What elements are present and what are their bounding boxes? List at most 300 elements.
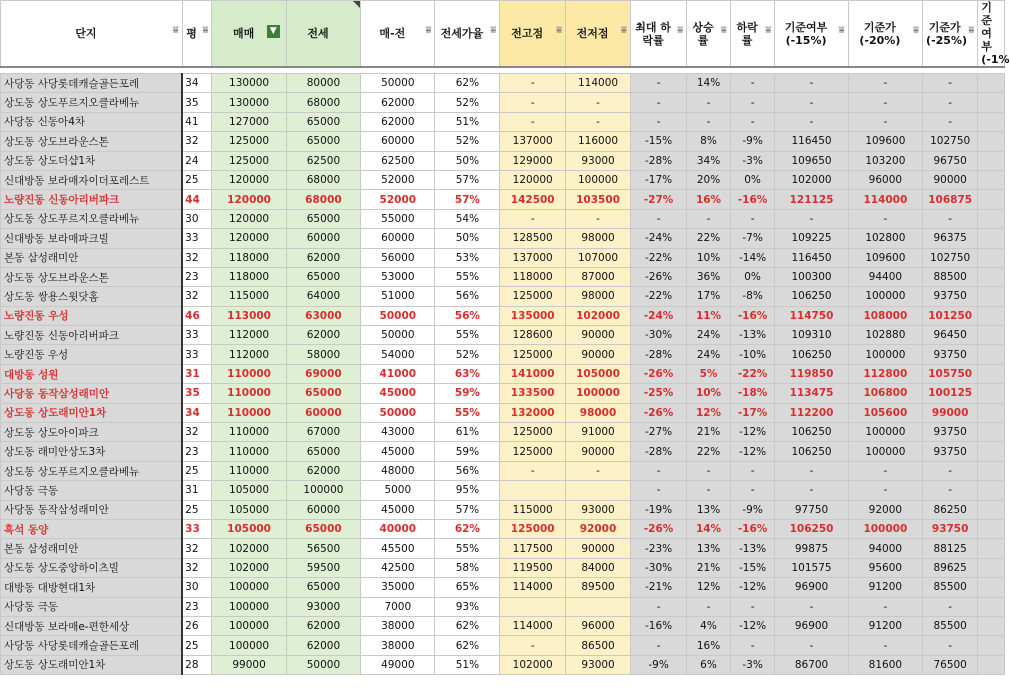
cell-jeonse[interactable]: 65000 — [286, 442, 360, 461]
cell-sale[interactable]: 118000 — [212, 248, 286, 267]
cell-high[interactable]: 137000 — [500, 248, 566, 267]
cell-extra[interactable] — [978, 519, 1005, 538]
cell-b15[interactable]: - — [775, 209, 848, 228]
cell-size[interactable]: 46 — [182, 306, 212, 325]
cell-low[interactable]: 98000 — [566, 287, 631, 306]
filter-icon[interactable]: ⩸ — [838, 25, 845, 36]
cell-name[interactable]: 상도동 상도푸르지오클라베뉴 — [1, 461, 183, 480]
cell-b20[interactable]: 100000 — [848, 442, 922, 461]
cell-diff[interactable]: 56000 — [361, 248, 435, 267]
cell-b20[interactable]: 100000 — [848, 423, 922, 442]
cell-ratio[interactable]: 95% — [435, 481, 500, 500]
cell-up[interactable]: 21% — [687, 423, 731, 442]
cell-up[interactable]: - — [687, 209, 731, 228]
cell-ratio[interactable]: 58% — [435, 558, 500, 577]
cell-up[interactable]: - — [687, 481, 731, 500]
cell-b25[interactable]: 88500 — [923, 267, 978, 286]
cell-high[interactable] — [500, 481, 566, 500]
cell-ratio[interactable]: 52% — [435, 132, 500, 151]
cell-name[interactable]: 신대방동 보라매e-편한세상 — [1, 616, 183, 635]
filter-icon[interactable]: ⩸ — [620, 25, 627, 36]
cell-sale[interactable]: 110000 — [212, 364, 286, 383]
cell-b20[interactable]: - — [848, 112, 922, 131]
cell-up[interactable]: 12% — [687, 403, 731, 422]
cell-extra[interactable] — [978, 170, 1005, 189]
cell-high[interactable]: 142500 — [500, 190, 566, 209]
cell-high[interactable]: 128500 — [500, 229, 566, 248]
cell-down[interactable]: 0% — [730, 170, 775, 189]
table-row[interactable] — [1, 481, 1005, 500]
cell-b25[interactable]: 101250 — [923, 306, 978, 325]
cell-ratio[interactable]: 53% — [435, 248, 500, 267]
cell-b20[interactable]: 106800 — [848, 384, 922, 403]
cell-down[interactable]: -12% — [730, 442, 775, 461]
cell-jeonse[interactable]: 62000 — [286, 248, 360, 267]
cell-diff[interactable]: 5000 — [361, 481, 435, 500]
cell-ratio[interactable]: 55% — [435, 403, 500, 422]
cell-low[interactable]: 91000 — [566, 423, 631, 442]
cell-name[interactable]: 신대방동 보라매파크빌 — [1, 229, 183, 248]
cell-maxdrop[interactable]: -19% — [630, 500, 686, 519]
cell-low[interactable]: 102000 — [566, 306, 631, 325]
cell-b20[interactable]: - — [848, 93, 922, 112]
cell-ratio[interactable]: 61% — [435, 423, 500, 442]
cell-high[interactable]: 137000 — [500, 132, 566, 151]
cell-b20[interactable]: 94000 — [848, 539, 922, 558]
cell-jeonse[interactable]: 69000 — [286, 364, 360, 383]
cell-jeonse[interactable]: 62500 — [286, 151, 360, 170]
cell-ratio[interactable]: 51% — [435, 655, 500, 674]
cell-sale[interactable]: 100000 — [212, 616, 286, 635]
cell-size[interactable]: 28 — [182, 655, 212, 674]
cell-high[interactable]: 125000 — [500, 519, 566, 538]
cell-down[interactable]: -8% — [730, 287, 775, 306]
table-row[interactable] — [1, 558, 1005, 577]
cell-name[interactable]: 사당동 동작삼성래미안 — [1, 384, 183, 403]
cell-up[interactable]: - — [687, 461, 731, 480]
cell-sale[interactable]: 118000 — [212, 267, 286, 286]
table-row[interactable] — [1, 306, 1005, 325]
cell-size[interactable]: 34 — [182, 403, 212, 422]
cell-size[interactable]: 25 — [182, 636, 212, 655]
cell-sale[interactable]: 105000 — [212, 481, 286, 500]
cell-diff[interactable]: 54000 — [361, 345, 435, 364]
cell-maxdrop[interactable]: -22% — [630, 248, 686, 267]
cell-sale[interactable]: 112000 — [212, 326, 286, 345]
cell-high[interactable]: - — [500, 74, 566, 93]
header-diff[interactable]: 매-전 ⩸ — [361, 1, 435, 68]
cell-name[interactable]: 상도동 상도푸르지오클라베뉴 — [1, 93, 183, 112]
cell-b25[interactable]: 93750 — [923, 287, 978, 306]
cell-size[interactable]: 23 — [182, 597, 212, 616]
cell-b20[interactable]: - — [848, 209, 922, 228]
cell-maxdrop[interactable]: - — [630, 74, 686, 93]
cell-b25[interactable]: - — [923, 636, 978, 655]
cell-jeonse[interactable]: 63000 — [286, 306, 360, 325]
cell-maxdrop[interactable]: -25% — [630, 384, 686, 403]
cell-jeonse[interactable]: 65000 — [286, 132, 360, 151]
cell-high[interactable]: 133500 — [500, 384, 566, 403]
cell-size[interactable]: 25 — [182, 170, 212, 189]
cell-extra[interactable] — [978, 442, 1005, 461]
cell-size[interactable]: 26 — [182, 616, 212, 635]
cell-b20[interactable]: - — [848, 597, 922, 616]
cell-ratio[interactable]: 93% — [435, 597, 500, 616]
cell-b20[interactable]: 81600 — [848, 655, 922, 674]
cell-maxdrop[interactable]: - — [630, 636, 686, 655]
table-row[interactable] — [1, 326, 1005, 345]
cell-b15[interactable]: 116450 — [775, 248, 848, 267]
cell-maxdrop[interactable]: -26% — [630, 364, 686, 383]
cell-high[interactable]: 129000 — [500, 151, 566, 170]
cell-down[interactable]: - — [730, 74, 775, 93]
cell-b20[interactable]: 109600 — [848, 248, 922, 267]
cell-size[interactable]: 33 — [182, 326, 212, 345]
cell-low[interactable]: 96000 — [566, 616, 631, 635]
cell-extra[interactable] — [978, 403, 1005, 422]
cell-diff[interactable]: 60000 — [361, 132, 435, 151]
cell-diff[interactable]: 42500 — [361, 558, 435, 577]
cell-jeonse[interactable]: 60000 — [286, 229, 360, 248]
cell-low[interactable]: 100000 — [566, 170, 631, 189]
cell-b25[interactable]: - — [923, 461, 978, 480]
cell-ratio[interactable]: 62% — [435, 519, 500, 538]
cell-sale[interactable]: 100000 — [212, 578, 286, 597]
cell-ratio[interactable]: 59% — [435, 384, 500, 403]
cell-b25[interactable]: 102750 — [923, 132, 978, 151]
table-row[interactable] — [1, 190, 1005, 209]
cell-ratio[interactable]: 62% — [435, 74, 500, 93]
cell-name[interactable]: 상도동 상도브라운스톤 — [1, 267, 183, 286]
filter-icon[interactable]: ⩸ — [490, 25, 497, 36]
cell-extra[interactable] — [978, 306, 1005, 325]
header-sale[interactable]: 매매 ▼ — [212, 1, 286, 68]
cell-up[interactable]: - — [687, 597, 731, 616]
cell-jeonse[interactable]: 65000 — [286, 267, 360, 286]
cell-b25[interactable]: 100125 — [923, 384, 978, 403]
cell-up[interactable]: 14% — [687, 519, 731, 538]
cell-jeonse[interactable]: 50000 — [286, 655, 360, 674]
cell-size[interactable]: 25 — [182, 461, 212, 480]
cell-low[interactable]: 93000 — [566, 655, 631, 674]
cell-up[interactable]: 13% — [687, 500, 731, 519]
cell-name[interactable]: 노량진동 우성 — [1, 345, 183, 364]
cell-b25[interactable]: 102750 — [923, 248, 978, 267]
cell-maxdrop[interactable]: -28% — [630, 345, 686, 364]
cell-b15[interactable]: - — [775, 461, 848, 480]
cell-up[interactable]: 20% — [687, 170, 731, 189]
table-row[interactable] — [1, 112, 1005, 131]
cell-up[interactable]: 24% — [687, 326, 731, 345]
cell-low[interactable]: 86500 — [566, 636, 631, 655]
cell-ratio[interactable]: 57% — [435, 500, 500, 519]
cell-maxdrop[interactable]: -27% — [630, 190, 686, 209]
cell-jeonse[interactable]: 67000 — [286, 423, 360, 442]
cell-sale[interactable]: 130000 — [212, 93, 286, 112]
cell-up[interactable]: - — [687, 112, 731, 131]
cell-high[interactable]: 125000 — [500, 287, 566, 306]
cell-name[interactable]: 상도동 상도중앙하이츠빌 — [1, 558, 183, 577]
cell-high[interactable]: - — [500, 112, 566, 131]
cell-sale[interactable]: 120000 — [212, 209, 286, 228]
cell-up[interactable]: 14% — [687, 74, 731, 93]
cell-size[interactable]: 25 — [182, 500, 212, 519]
cell-jeonse[interactable]: 65000 — [286, 578, 360, 597]
cell-low[interactable]: 114000 — [566, 74, 631, 93]
filter-icon[interactable]: ⩸ — [968, 25, 975, 36]
cell-sale[interactable]: 99000 — [212, 655, 286, 674]
cell-b25[interactable]: 85500 — [923, 578, 978, 597]
cell-ratio[interactable]: 55% — [435, 539, 500, 558]
cell-size[interactable]: 31 — [182, 364, 212, 383]
cell-size[interactable]: 32 — [182, 132, 212, 151]
cell-b20[interactable]: 112800 — [848, 364, 922, 383]
cell-up[interactable]: 12% — [687, 578, 731, 597]
cell-down[interactable]: - — [730, 209, 775, 228]
cell-b25[interactable]: - — [923, 481, 978, 500]
cell-maxdrop[interactable]: -16% — [630, 616, 686, 635]
cell-b25[interactable]: 90000 — [923, 170, 978, 189]
table-row[interactable] — [1, 267, 1005, 286]
cell-maxdrop[interactable]: -28% — [630, 151, 686, 170]
cell-maxdrop[interactable]: -28% — [630, 442, 686, 461]
cell-up[interactable]: 8% — [687, 132, 731, 151]
cell-b25[interactable]: - — [923, 597, 978, 616]
cell-ratio[interactable]: 62% — [435, 636, 500, 655]
cell-size[interactable]: 32 — [182, 558, 212, 577]
cell-ratio[interactable]: 63% — [435, 364, 500, 383]
cell-maxdrop[interactable]: -17% — [630, 170, 686, 189]
cell-extra[interactable] — [978, 345, 1005, 364]
cell-b15[interactable]: 106250 — [775, 442, 848, 461]
cell-ratio[interactable]: 62% — [435, 616, 500, 635]
table-row[interactable] — [1, 74, 1005, 93]
cell-low[interactable]: 105000 — [566, 364, 631, 383]
cell-maxdrop[interactable]: - — [630, 597, 686, 616]
cell-ratio[interactable]: 59% — [435, 442, 500, 461]
cell-sale[interactable]: 105000 — [212, 500, 286, 519]
cell-b25[interactable]: 99000 — [923, 403, 978, 422]
cell-diff[interactable]: 52000 — [361, 170, 435, 189]
cell-b15[interactable]: 100300 — [775, 267, 848, 286]
cell-jeonse[interactable]: 62000 — [286, 326, 360, 345]
cell-size[interactable]: 32 — [182, 248, 212, 267]
header-jeonse[interactable]: 전세 — [286, 1, 360, 68]
cell-ratio[interactable]: 50% — [435, 151, 500, 170]
cell-low[interactable]: 90000 — [566, 345, 631, 364]
cell-extra[interactable] — [978, 578, 1005, 597]
header-b-extra[interactable]: 기준여부 (-1% — [978, 1, 1005, 68]
cell-sale[interactable]: 127000 — [212, 112, 286, 131]
table-row[interactable] — [1, 461, 1005, 480]
cell-sale[interactable]: 102000 — [212, 558, 286, 577]
active-filter-icon[interactable]: ▼ — [267, 25, 280, 38]
cell-up[interactable]: 34% — [687, 151, 731, 170]
cell-b20[interactable]: 91200 — [848, 578, 922, 597]
cell-up[interactable]: 10% — [687, 384, 731, 403]
cell-maxdrop[interactable]: -24% — [630, 306, 686, 325]
cell-diff[interactable]: 45500 — [361, 539, 435, 558]
cell-b15[interactable]: 86700 — [775, 655, 848, 674]
cell-b20[interactable]: 95600 — [848, 558, 922, 577]
cell-b15[interactable]: 101575 — [775, 558, 848, 577]
filter-icon[interactable]: ⩸ — [425, 25, 432, 36]
table-row[interactable] — [1, 345, 1005, 364]
table-row[interactable] — [1, 616, 1005, 635]
cell-down[interactable]: -16% — [730, 190, 775, 209]
cell-low[interactable]: 116000 — [566, 132, 631, 151]
cell-low[interactable]: 100000 — [566, 384, 631, 403]
cell-maxdrop[interactable]: -22% — [630, 287, 686, 306]
cell-sale[interactable]: 110000 — [212, 384, 286, 403]
cell-b25[interactable]: - — [923, 112, 978, 131]
cell-diff[interactable]: 50000 — [361, 306, 435, 325]
cell-low[interactable]: 107000 — [566, 248, 631, 267]
cell-b15[interactable]: 96900 — [775, 616, 848, 635]
cell-diff[interactable]: 51000 — [361, 287, 435, 306]
cell-jeonse[interactable]: 62000 — [286, 461, 360, 480]
cell-extra[interactable] — [978, 481, 1005, 500]
cell-b25[interactable]: 93750 — [923, 423, 978, 442]
cell-size[interactable]: 41 — [182, 112, 212, 131]
cell-down[interactable]: -13% — [730, 326, 775, 345]
cell-jeonse[interactable]: 68000 — [286, 93, 360, 112]
cell-high[interactable]: 115000 — [500, 500, 566, 519]
table-row[interactable] — [1, 151, 1005, 170]
header-ratio[interactable]: 전세가율 ⩸ — [435, 1, 500, 68]
cell-b15[interactable]: 102000 — [775, 170, 848, 189]
cell-size[interactable]: 32 — [182, 287, 212, 306]
cell-size[interactable]: 33 — [182, 229, 212, 248]
cell-low[interactable]: - — [566, 461, 631, 480]
cell-maxdrop[interactable]: - — [630, 461, 686, 480]
cell-extra[interactable] — [978, 248, 1005, 267]
cell-sale[interactable]: 125000 — [212, 132, 286, 151]
cell-name[interactable]: 흑석 동양 — [1, 519, 183, 538]
cell-b15[interactable]: 97750 — [775, 500, 848, 519]
table-row[interactable] — [1, 287, 1005, 306]
cell-up[interactable]: - — [687, 93, 731, 112]
cell-sale[interactable]: 110000 — [212, 442, 286, 461]
cell-b25[interactable]: - — [923, 93, 978, 112]
cell-jeonse[interactable]: 65000 — [286, 209, 360, 228]
cell-b20[interactable]: - — [848, 636, 922, 655]
cell-high[interactable]: 125000 — [500, 423, 566, 442]
cell-b15[interactable]: 113475 — [775, 384, 848, 403]
cell-name[interactable]: 사당동 사당롯데캐슬골든포레 — [1, 74, 183, 93]
cell-jeonse[interactable]: 64000 — [286, 287, 360, 306]
cell-sale[interactable]: 112000 — [212, 345, 286, 364]
cell-up[interactable]: 6% — [687, 655, 731, 674]
cell-down[interactable]: - — [730, 597, 775, 616]
cell-size[interactable]: 35 — [182, 384, 212, 403]
cell-ratio[interactable]: 51% — [435, 112, 500, 131]
cell-ratio[interactable]: 52% — [435, 345, 500, 364]
cell-diff[interactable]: 50000 — [361, 74, 435, 93]
cell-sale[interactable]: 113000 — [212, 306, 286, 325]
cell-extra[interactable] — [978, 112, 1005, 131]
cell-jeonse[interactable]: 100000 — [286, 481, 360, 500]
cell-low[interactable]: 98000 — [566, 229, 631, 248]
cell-b15[interactable]: 112200 — [775, 403, 848, 422]
header-down[interactable]: 하락률 ⩸ — [730, 1, 775, 68]
cell-b25[interactable]: - — [923, 209, 978, 228]
cell-ratio[interactable]: 56% — [435, 461, 500, 480]
cell-diff[interactable]: 45000 — [361, 500, 435, 519]
header-size[interactable]: 평 ⩸ — [182, 1, 212, 68]
cell-b25[interactable]: 88125 — [923, 539, 978, 558]
table-row[interactable] — [1, 597, 1005, 616]
cell-name[interactable]: 대방동 성원 — [1, 364, 183, 383]
cell-diff[interactable]: 50000 — [361, 403, 435, 422]
cell-b15[interactable]: 106250 — [775, 423, 848, 442]
cell-b20[interactable]: 108000 — [848, 306, 922, 325]
cell-extra[interactable] — [978, 326, 1005, 345]
cell-down[interactable]: -18% — [730, 384, 775, 403]
header-b15[interactable]: 기준여부 (-15%) ⩸ — [775, 1, 848, 68]
cell-ratio[interactable]: 52% — [435, 93, 500, 112]
cell-down[interactable]: -12% — [730, 616, 775, 635]
cell-extra[interactable] — [978, 364, 1005, 383]
cell-name[interactable]: 사당동 사당롯데캐슬골든포레 — [1, 636, 183, 655]
cell-size[interactable]: 23 — [182, 267, 212, 286]
cell-extra[interactable] — [978, 384, 1005, 403]
cell-diff[interactable]: 41000 — [361, 364, 435, 383]
cell-b20[interactable]: - — [848, 481, 922, 500]
cell-diff[interactable]: 35000 — [361, 578, 435, 597]
cell-low[interactable]: 92000 — [566, 519, 631, 538]
cell-diff[interactable]: 45000 — [361, 384, 435, 403]
cell-high[interactable]: 125000 — [500, 345, 566, 364]
cell-b25[interactable]: 93750 — [923, 345, 978, 364]
cell-jeonse[interactable]: 65000 — [286, 112, 360, 131]
cell-ratio[interactable]: 54% — [435, 209, 500, 228]
cell-ratio[interactable]: 50% — [435, 229, 500, 248]
cell-diff[interactable]: 50000 — [361, 326, 435, 345]
cell-b20[interactable]: 94400 — [848, 267, 922, 286]
cell-b20[interactable]: 114000 — [848, 190, 922, 209]
cell-down[interactable]: -22% — [730, 364, 775, 383]
cell-extra[interactable] — [978, 461, 1005, 480]
cell-diff[interactable]: 40000 — [361, 519, 435, 538]
header-b20[interactable]: 기준가 (-20%) ⩸ — [848, 1, 922, 68]
cell-high[interactable]: 128600 — [500, 326, 566, 345]
cell-size[interactable]: 35 — [182, 93, 212, 112]
cell-name[interactable]: 사당동 동작삼성래미안 — [1, 500, 183, 519]
cell-b15[interactable]: 109310 — [775, 326, 848, 345]
cell-down[interactable]: -3% — [730, 151, 775, 170]
cell-sale[interactable]: 115000 — [212, 287, 286, 306]
cell-down[interactable]: - — [730, 481, 775, 500]
cell-b25[interactable]: - — [923, 74, 978, 93]
cell-high[interactable]: 141000 — [500, 364, 566, 383]
cell-b15[interactable]: - — [775, 481, 848, 500]
cell-b25[interactable]: 85500 — [923, 616, 978, 635]
table-row[interactable] — [1, 170, 1005, 189]
cell-size[interactable]: 24 — [182, 151, 212, 170]
cell-b20[interactable]: 103200 — [848, 151, 922, 170]
cell-b25[interactable]: 106875 — [923, 190, 978, 209]
table-row[interactable] — [1, 248, 1005, 267]
cell-down[interactable]: -9% — [730, 500, 775, 519]
cell-b25[interactable]: 93750 — [923, 442, 978, 461]
table-row[interactable] — [1, 578, 1005, 597]
cell-down[interactable]: - — [730, 93, 775, 112]
cell-low[interactable]: 90000 — [566, 539, 631, 558]
cell-low[interactable] — [566, 597, 631, 616]
cell-maxdrop[interactable]: - — [630, 112, 686, 131]
cell-low[interactable]: 90000 — [566, 442, 631, 461]
